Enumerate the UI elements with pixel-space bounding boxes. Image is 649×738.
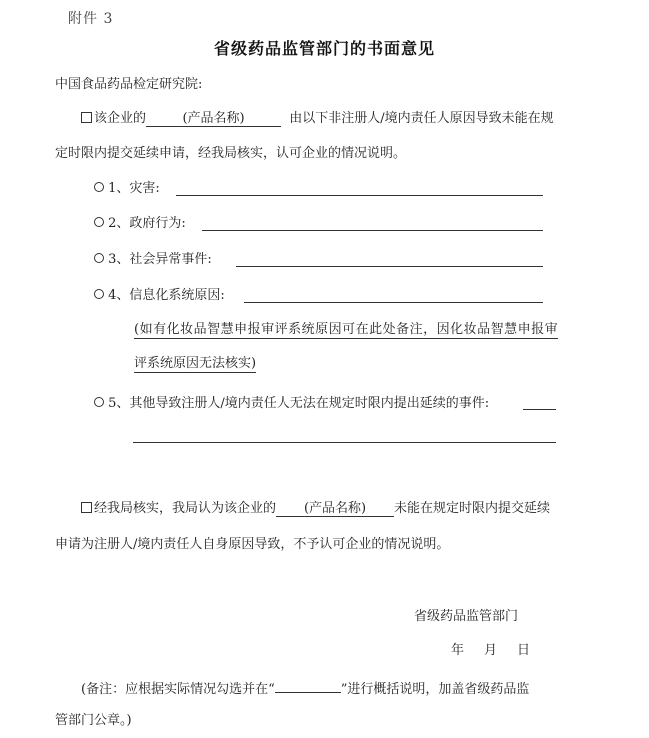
- option-4-note-line1: (如有化妆品智慧申报审评系统原因可在此处备注，因化妆品智慧申报审: [134, 322, 559, 337]
- remark-line1: [81, 680, 529, 699]
- section1-text-line2: 定时限内提交延续申请，经我局核实，认可企业的情况说明。: [55, 146, 407, 161]
- remark-part1: (备注：应根据实际情况勾选并在“: [81, 682, 275, 697]
- date-month: 月: [484, 643, 498, 658]
- remark-line2: 管部门公章。): [55, 713, 132, 728]
- section2-line1: [81, 500, 550, 518]
- addressee: 中国食品药品检定研究院:: [55, 77, 203, 92]
- date-day: 日: [517, 643, 531, 658]
- option-2-label: 2、政府行为:: [108, 216, 186, 231]
- option-5-blank-line-2[interactable]: [133, 442, 556, 443]
- section1-prefix: 该企业的: [94, 111, 147, 126]
- radio-option-3[interactable]: [94, 253, 104, 263]
- option-2-blank-line[interactable]: [202, 230, 543, 231]
- section2-prefix: 经我局核实，我局认为该企业的: [94, 501, 277, 516]
- date-year: 年: [451, 643, 465, 658]
- section1-line1: [81, 110, 554, 128]
- option-5: [94, 395, 489, 413]
- checkbox-reject[interactable]: [81, 502, 92, 513]
- section2-text-line1: 未能在规定时限内提交延续: [394, 501, 551, 516]
- option-4-label: 4、信息化系统原因:: [108, 288, 225, 303]
- option-4: [94, 287, 225, 305]
- option-5-blank-line-1[interactable]: [523, 409, 556, 410]
- option-2: [94, 215, 186, 233]
- option-4-blank-line[interactable]: [244, 302, 543, 303]
- option-1-label: 1、灾害:: [108, 181, 160, 196]
- remark-blank: [275, 680, 341, 693]
- radio-option-2[interactable]: [94, 217, 104, 227]
- checkbox-approve[interactable]: [81, 112, 92, 123]
- radio-option-1[interactable]: [94, 182, 104, 192]
- section2-product-name-blank[interactable]: (产品名称): [276, 501, 394, 517]
- option-1: [94, 180, 160, 198]
- section1-text-line1: 由以下非注册人/境内责任人原因导致未能在规: [289, 111, 554, 126]
- option-1-blank-line[interactable]: [176, 195, 543, 196]
- option-3-label: 3、社会异常事件:: [108, 252, 212, 267]
- section1-product-name-blank[interactable]: (产品名称): [146, 111, 281, 127]
- option-5-label: 5、其他导致注册人/境内责任人无法在规定时限内提出延续的事件:: [108, 396, 490, 411]
- radio-option-4[interactable]: [94, 289, 104, 299]
- option-3-blank-line[interactable]: [236, 266, 543, 267]
- remark-part2: ”进行概括说明，加盖省级药品监: [340, 682, 530, 697]
- option-4-note-line2: 评系统原因无法核实): [134, 356, 257, 371]
- signature-department: 省级药品监管部门: [414, 609, 519, 624]
- radio-option-5[interactable]: [94, 397, 104, 407]
- option-3: [94, 251, 212, 269]
- attachment-label: 附件 3: [68, 11, 114, 27]
- page-title: 省级药品监管部门的书面意见: [213, 39, 435, 58]
- section2-text-line2: 申请为注册人/境内责任人自身原因导致，不予认可企业的情况说明。: [55, 537, 450, 552]
